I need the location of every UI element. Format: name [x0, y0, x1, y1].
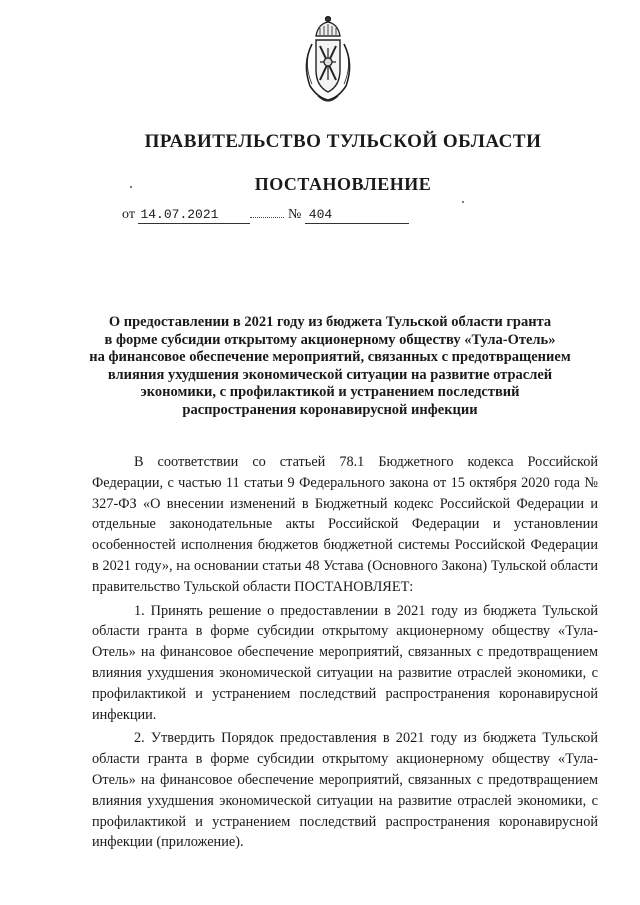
title-line: экономики, с профилактикой и устранением последствий — [140, 384, 520, 401]
dotted-separator — [250, 217, 284, 218]
title-line: на финансовое обеспечение мероприятий, связанных с предотвращением — [89, 349, 571, 366]
resolution-title — [60, 314, 600, 420]
clause-1: 1. Принять решение о предоставлении в 2021 году из бюджета Тульской области гранта в форме субсидии открытому акционерному обществу «Тула-Отель» на финансовое обеспечение мероприятий, связанных с предотвращением влияния ухудшения экономической ситуации на развитие отраслей экономики, с профилактикой и устранением последствий распространения коронавирусной инфекции. — [92, 602, 598, 723]
coat-of-arms-icon — [298, 14, 358, 106]
government-title: ПРАВИТЕЛЬСТВО ТУЛЬСКОЙ ОБЛАСТИ — [144, 131, 542, 152]
document-number: 404 — [305, 207, 409, 224]
preamble-paragraph: В соответствии со статьей 78.1 Бюджетного кодекса Российской Федерации, с частью 11 статьи 9 Федерального закона от 15 октября 2020 года № 327-ФЗ «О внесении изменений в Бюджетный кодекс Российской Федерации и отдельные законодательные акты Российской Федерации и установлении особенностей исполнения бюджетов бюджетной системы Российской Федерации в 2021 году», на основании статьи 48 Устава (Основного Закона) Тульской области правительство Тульской области ПОСТАНОВЛЯЕТ: — [92, 454, 598, 595]
resolution-body — [92, 452, 598, 853]
title-line: распространения коронавирусной инфекции — [182, 401, 478, 418]
document-date: 14.07.2021 — [138, 207, 250, 224]
title-line: в форме субсидии открытому акционерному обществу «Тула-Отель» — [104, 331, 556, 348]
date-label: от — [122, 207, 135, 222]
title-line: О предоставлении в 2021 году из бюджета Тульской области гранта — [108, 314, 552, 330]
title-line: влияния ухудшения экономической ситуации на развитие отраслей — [107, 366, 553, 383]
clause-2: 2. Утвердить Порядок предоставления в 2021 году из бюджета Тульской области гранта в форме субсидии открытому акционерному обществу «Тула-Отель» на финансовое обеспечение мероприятий, связанных с предотвращением влияния ухудшения экономической ситуации на развитие отраслей экономики, с профилактикой и устранением последствий распространения коронавирусной инфекции (приложение). — [92, 730, 598, 851]
scan-dot — [462, 201, 464, 203]
document-type: ПОСТАНОВЛЕНИЕ — [254, 174, 432, 194]
number-label: № — [287, 207, 302, 222]
scan-dot — [130, 186, 132, 188]
document-meta — [122, 207, 409, 224]
